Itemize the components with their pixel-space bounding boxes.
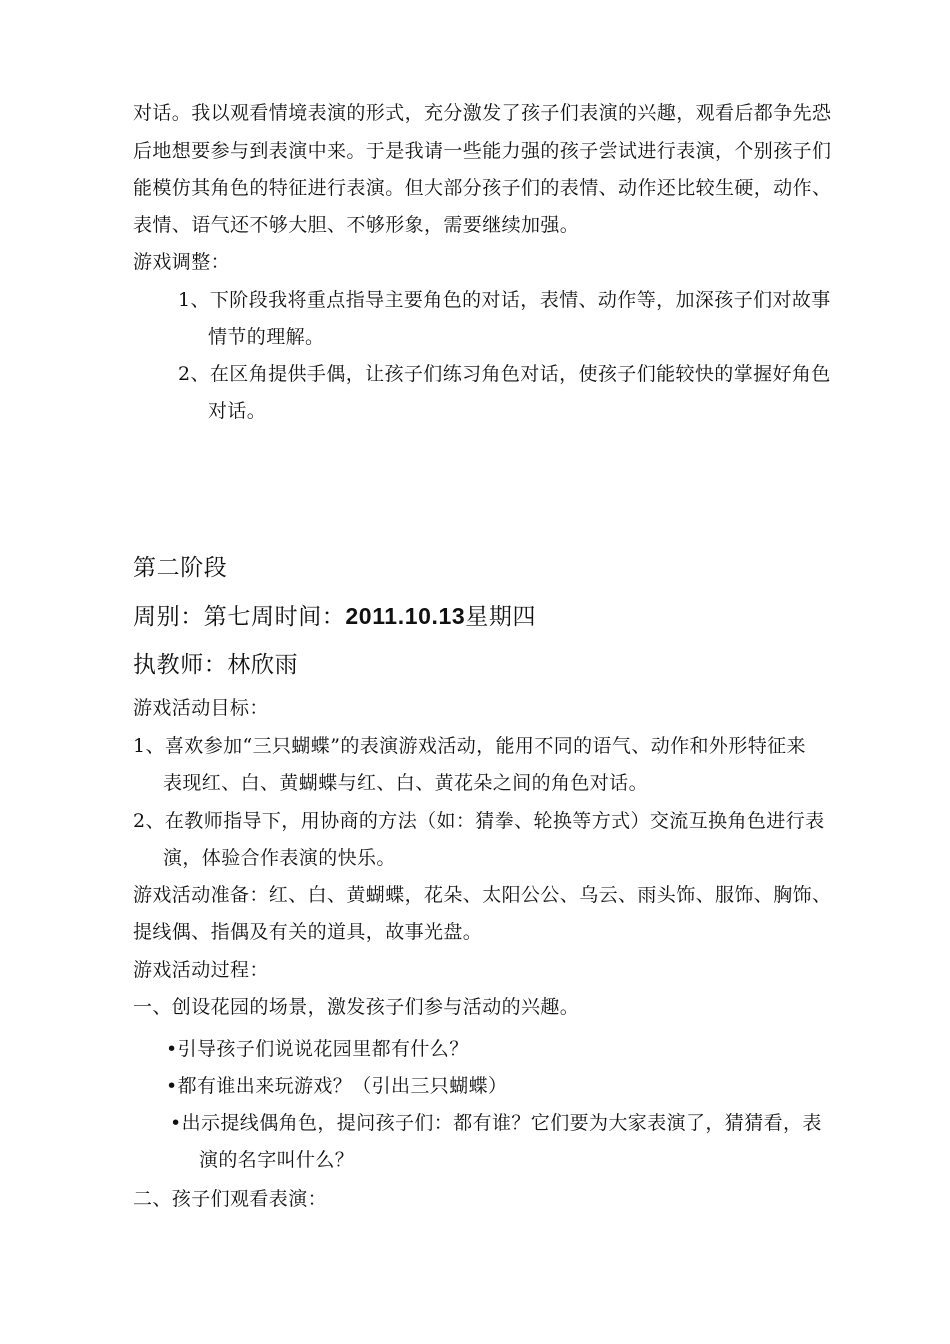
week-date: 2011.10.13 (345, 603, 466, 629)
goal-item-2: 2、在教师指导下，用协商的方法（如：猜拳、轮换等方式）交流互换角色进行表 (133, 810, 825, 832)
bullet-item: •都有谁出来玩游戏？（引出三只蝴蝶） (166, 1075, 508, 1097)
prep-line: 游戏活动准备：红、白、黄蝴蝶，花朵、太阳公公、乌云、雨头饰、服饰、胸饰、 (133, 884, 832, 906)
adjust-heading: 游戏调整： (133, 251, 231, 273)
bullet-item-cont: 演的名字叫什么？ (199, 1149, 355, 1171)
paragraph-line: 能模仿其角色的特征进行表演。但大部分孩子们的表情、动作还比较生硬，动作、 (133, 177, 832, 199)
week-line (133, 601, 536, 632)
adjust-item-1-cont: 情节的理解。 (208, 326, 325, 348)
bullet-item: •出示提线偶角色，提问孩子们：都有谁？它们要为大家表演了，猜猜看，表 (170, 1112, 822, 1134)
paragraph-line: 表情、语气还不够大胆、不够形象，需要继续加强。 (133, 214, 580, 236)
adjust-item-2: 2、在区角提供手偶，让孩子们练习角色对话，使孩子们能较快的掌握好角色 (178, 363, 831, 385)
goal-item-2-cont: 演，体验合作表演的快乐。 (163, 847, 396, 869)
paragraph-line: 对话。我以观看情境表演的形式，充分激发了孩子们表演的兴趣，观看后都争先恐 (133, 102, 832, 124)
process-heading: 游戏活动过程： (133, 959, 269, 981)
prep-line-cont: 提线偶、指偶及有关的道具，故事光盘。 (133, 921, 483, 943)
goal-item-1: 1、喜欢参加“三只蝴蝶”的表演游戏活动，能用不同的语气、动作和外形特征来 (133, 735, 806, 757)
adjust-item-1: 1、下阶段我将重点指导主要角色的对话，表情、动作等，加深孩子们对故事 (178, 289, 831, 311)
stage-heading: 第二阶段 (133, 555, 228, 581)
week-prefix: 周别：第七周时间： (133, 604, 346, 630)
paragraph-line: 后地想要参与到表演中来。于是我请一些能力强的孩子尝试进行表演，个别孩子们 (133, 140, 832, 162)
adjust-item-2-cont: 对话。 (208, 400, 267, 422)
bullet-item: •引导孩子们说说花园里都有什么？ (166, 1038, 469, 1060)
teacher-line: 执教师：林欣雨 (133, 652, 299, 678)
goal-item-1-cont: 表现红、白、黄蝴蝶与红、白、黄花朵之间的角色对话。 (163, 772, 649, 794)
goal-heading: 游戏活动目标： (133, 697, 269, 719)
step-1: 一、创设花园的场景，激发孩子们参与活动的兴趣。 (133, 996, 580, 1018)
week-suffix: 星期四 (465, 604, 537, 630)
step-2: 二、孩子们观看表演： (133, 1188, 328, 1210)
